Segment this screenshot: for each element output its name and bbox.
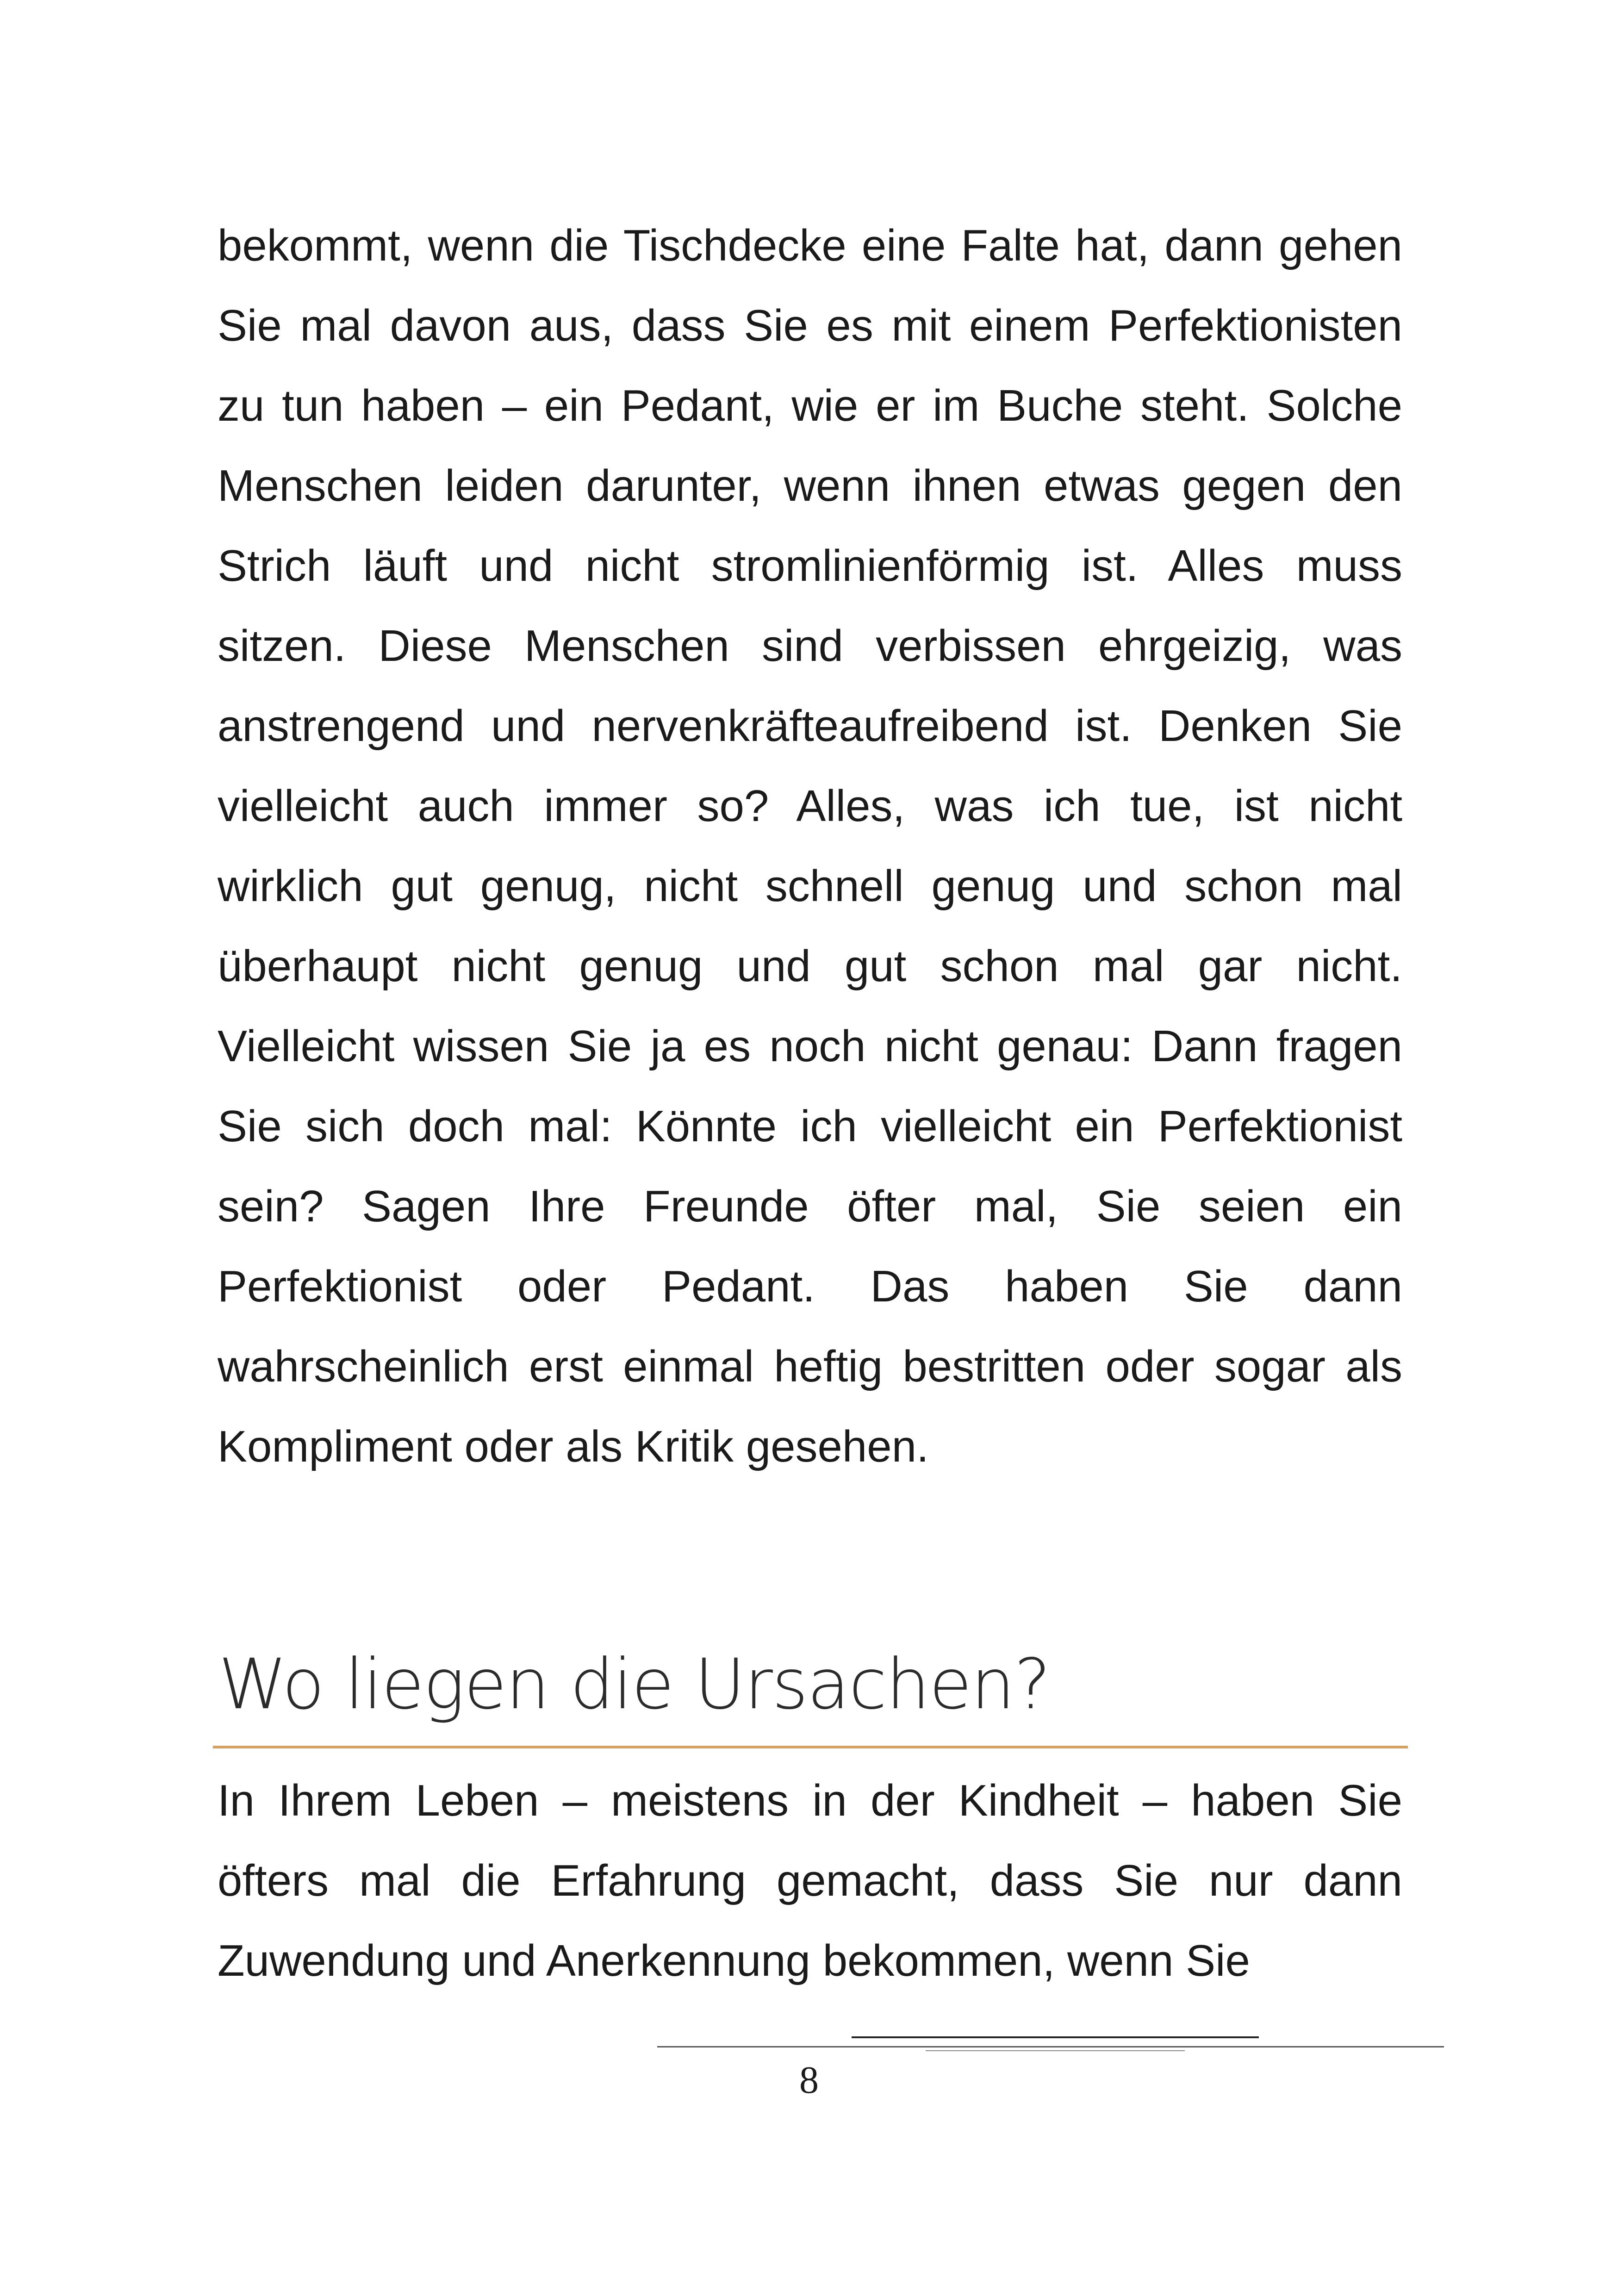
footer-rule-bottom <box>926 2050 1185 2051</box>
section-heading: Wo liegen die Ursachen? <box>218 1644 1050 1725</box>
heading-underline <box>213 1746 1408 1748</box>
footer-rule-middle <box>657 2046 1444 2047</box>
footer-rule-top <box>852 2036 1259 2038</box>
body-paragraph-2: In Ihrem Leben – meistens in der Kindheit – haben Sie öfters mal die Erfahrung gemacht, dass Sie nur dann Zuwendung und Anerkennung bekommen, wenn Sie <box>218 1776 1402 1985</box>
body-paragraph-1: bekommt, wenn die Tischdecke eine Falte hat, dann gehen Sie mal davon aus, dass Sie es mit einem Perfektionisten zu tun haben – ein Pedant, wie er im Buche steht. Solche Menschen leiden darunter, wenn ihnen etwas gegen den Strich läuft und nicht stromlinienförmig ist. Alles muss sitzen. Diese Menschen sind verbissen ehrgeizig, was anstrengend und nervenkräfteaufreibend ist. Denken Sie vielleicht auch immer so? Alles, was ich tue, ist nicht wirklich gut genug, nicht schnell genug und schon mal überhaupt nicht genug und gut schon mal gar nicht. Vielleicht wissen Sie ja es noch nicht genau: Dann fragen Sie sich doch mal: Könnte ich vielleicht ein Perfektionist sein? Sagen Ihre Freunde öfter mal, Sie seien ein Perfektionist oder Pedant. Das haben Sie dann wahrscheinlich erst einmal heftig bestritten oder sogar als Kompliment oder als Kritik gesehen. <box>218 221 1402 1471</box>
page-number: 8 <box>799 2059 819 2102</box>
